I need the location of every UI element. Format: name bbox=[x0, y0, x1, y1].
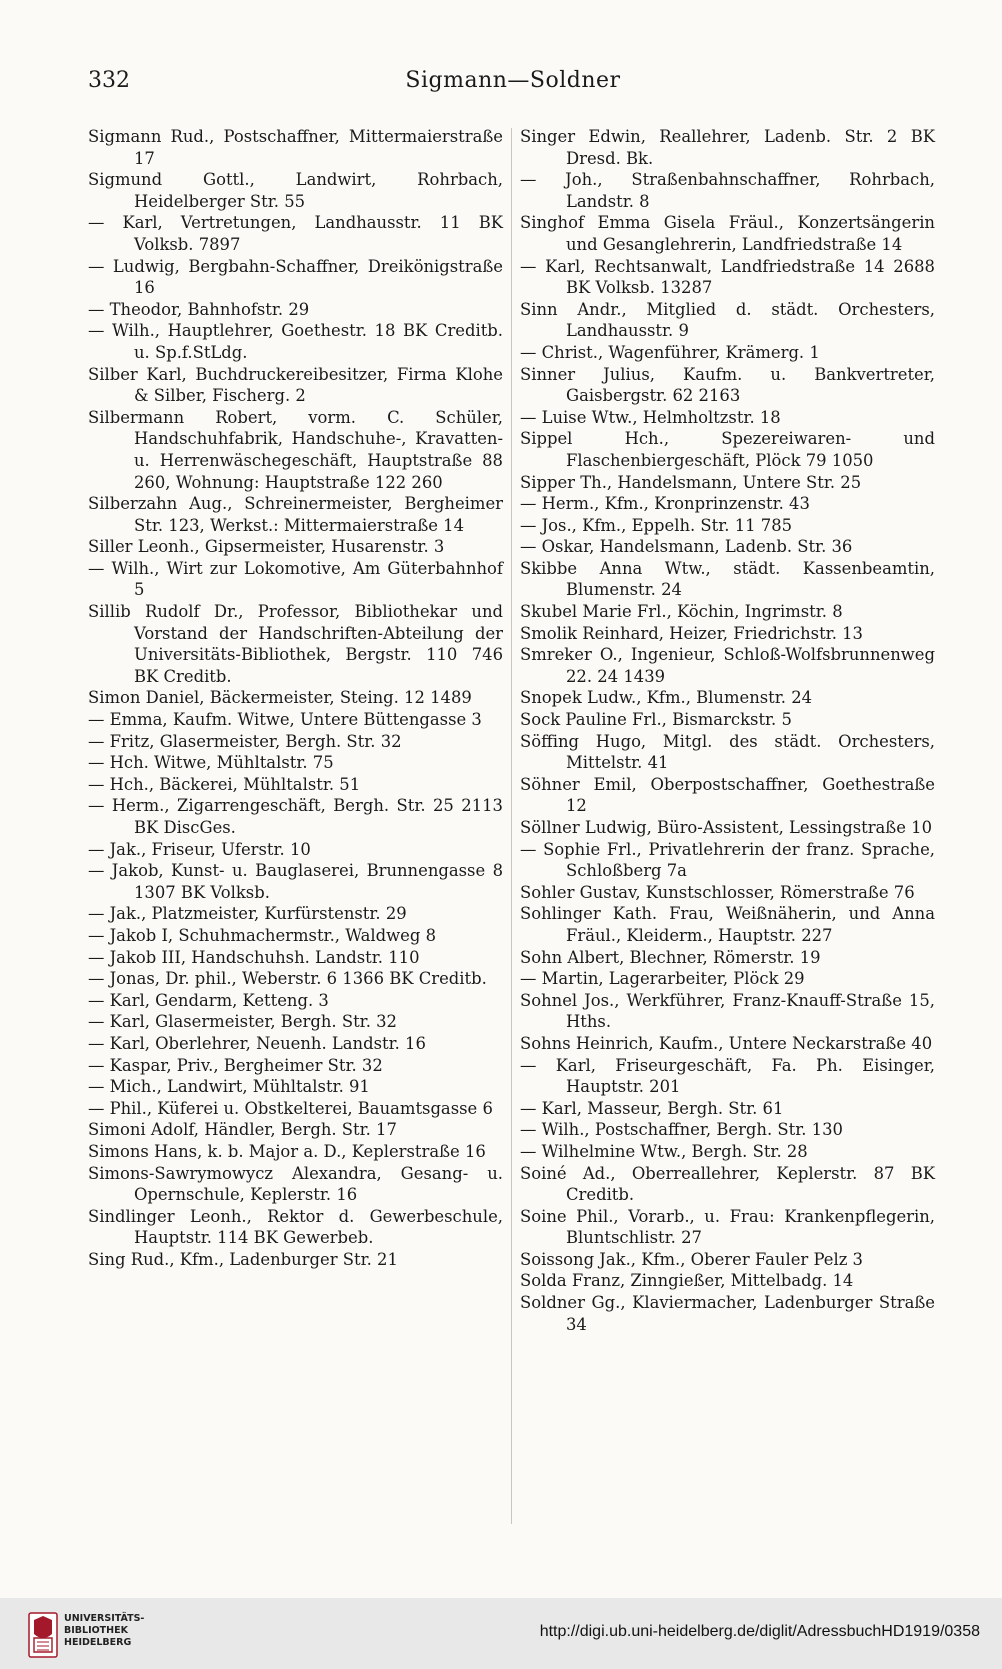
directory-entry: — Karl, Gendarm, Ketteng. 3 bbox=[88, 990, 329, 1010]
directory-entry: — Wilh., Postschaffner, Bergh. Str. 130 bbox=[520, 1120, 843, 1140]
directory-entry: Söllner Ludwig, Büro-Assistent, Lessingstraße 10 bbox=[520, 818, 933, 837]
directory-entry: Sohler Gustav, Kunstschlosser, Römerstraße 76 bbox=[520, 882, 915, 902]
directory-entry: Silber Karl, Buchdruckereibesitzer, Firma Klohe & Silber, Fischerg. 2 bbox=[88, 364, 503, 406]
directory-entry: Soldner Gg., Klaviermacher, Ladenburger Straße 34 bbox=[520, 1293, 935, 1334]
footer-bar bbox=[0, 1598, 1002, 1669]
directory-entry: — Karl, Masseur, Bergh. Str. 61 bbox=[520, 1098, 784, 1118]
directory-entry: Solda Franz, Zinngießer, Mittelbadg. 14 bbox=[520, 1271, 854, 1291]
directory-entry: Simon Daniel, Bäckermeister, Steing. 12 1489 bbox=[88, 688, 472, 708]
directory-entry: — Jak., Platzmeister, Kurfürstenstr. 29 bbox=[88, 904, 407, 924]
directory-entry: Sigmann Rud., Postschaffner, Mittermaierstraße 17 bbox=[88, 127, 503, 168]
directory-entry: — Mich., Landwirt, Mühltalstr. 91 bbox=[88, 1077, 370, 1097]
directory-entry: — Karl, Glasermeister, Bergh. Str. 32 bbox=[88, 1012, 397, 1032]
directory-entry: Simons Hans, k. b. Major a. D., Keplerstraße 16 bbox=[88, 1141, 486, 1161]
university-logo-icon bbox=[28, 1612, 58, 1658]
directory-entry: — Wilhelmine Wtw., Bergh. Str. 28 bbox=[520, 1141, 808, 1161]
directory-entry: Silberzahn Aug., Schreinermeister, Bergheimer Str. 123, Werkst.: Mittermaierstraße 14 bbox=[88, 494, 503, 535]
directory-entry: — Jakob I, Schuhmachermstr., Waldweg 8 bbox=[88, 925, 436, 945]
directory-entry: Sillib Rudolf Dr., Professor, Bibliothekar und Vorstand der Handschriften-Abteilung der Universitäts-Bibliothek, Bergstr. 110 746 BK Creditb. bbox=[88, 602, 503, 686]
directory-entry: — Hch., Bäckerei, Mühltalstr. 51 bbox=[88, 774, 361, 794]
directory-entry: — Karl, Friseurgeschäft, Fa. Ph. Eisinger, Hauptstr. 201 bbox=[520, 1055, 935, 1097]
directory-entry: — Jakob III, Handschuhsh. Landstr. 110 bbox=[88, 947, 420, 967]
directory-entry: — Ludwig, Bergbahn-Schaffner, Dreikönigstraße 16 bbox=[88, 256, 503, 298]
directory-entry: Sohns Heinrich, Kaufm., Untere Neckarstraße 40 bbox=[520, 1033, 933, 1053]
directory-entry: — Jakob, Kunst- u. Bauglaserei, Brunnengasse 8 1307 BK Volksb. bbox=[88, 861, 503, 902]
page-title: Sigmann—Soldner bbox=[405, 68, 621, 93]
directory-entry: Söffing Hugo, Mitgl. des städt. Orchesters, Mittelstr. 41 bbox=[520, 731, 935, 773]
directory-entry: — Hch. Witwe, Mühltalstr. 75 bbox=[88, 753, 334, 773]
left-column bbox=[88, 126, 503, 1270]
directory-entry: Söhner Emil, Oberpostschaffner, Goethestraße 12 bbox=[520, 774, 935, 816]
directory-entry: Silbermann Robert, vorm. C. Schüler, Handschuhfabrik, Handschuhe-, Kravatten- u. Herrenwäschegeschäft, Hauptstraße 88 260, Wohnung: Hauptstraße 122 260 bbox=[88, 407, 503, 492]
directory-entry: Smreker O., Ingenieur, Schloß-Wolfsbrunnenweg 22. 24 1439 bbox=[520, 645, 935, 686]
directory-entry: — Herm., Kfm., Kronprinzenstr. 43 bbox=[520, 494, 810, 514]
directory-entry: Sipper Th., Handelsmann, Untere Str. 25 bbox=[520, 472, 862, 492]
directory-entry: Sippel Hch., Spezereiwaren- und Flaschenbiergeschäft, Plöck 79 1050 bbox=[520, 429, 935, 470]
directory-entry: Snopek Ludw., Kfm., Blumenstr. 24 bbox=[520, 688, 813, 708]
permalink-url[interactable]: http://digi.ub.uni-heidelberg.de/diglit/AdressbuchHD1919/0358 bbox=[539, 1623, 980, 1640]
directory-entry: Smolik Reinhard, Heizer, Friedrichstr. 13 bbox=[520, 623, 863, 643]
institution-line: BIBLIOTHEK bbox=[64, 1625, 128, 1636]
directory-entry: Simoni Adolf, Händler, Bergh. Str. 17 bbox=[88, 1120, 397, 1140]
directory-entry: — Oskar, Handelsmann, Ladenb. Str. 36 bbox=[520, 537, 853, 557]
directory-entry: Sinner Julius, Kaufm. u. Bankvertreter, Gaisbergstr. 62 2163 bbox=[520, 364, 935, 406]
directory-entry: Skibbe Anna Wtw., städt. Kassenbeamtin, Blumenstr. 24 bbox=[520, 558, 935, 600]
directory-entry: — Jak., Friseur, Uferstr. 10 bbox=[88, 839, 311, 859]
directory-entry: Soiné Ad., Oberreallehrer, Keplerstr. 87 BK Creditb. bbox=[520, 1163, 935, 1205]
running-head bbox=[88, 68, 938, 98]
directory-entry: — Joh., Straßenbahnschaffner, Rohrbach, Landstr. 8 bbox=[520, 170, 935, 211]
directory-entry: Sohlinger Kath. Frau, Weißnäherin, und Anna Fräul., Kleiderm., Hauptstr. 227 bbox=[520, 904, 935, 945]
institution-line: HEIDELBERG bbox=[64, 1637, 132, 1648]
directory-entry: — Jonas, Dr. phil., Weberstr. 6 1366 BK Creditb. bbox=[88, 969, 487, 989]
institution-line: UNIVERSITÄTS- bbox=[64, 1613, 145, 1624]
directory-entry: Sinn Andr., Mitglied d. städt. Orchesters, Landhausstr. 9 bbox=[520, 299, 935, 341]
directory-entry: — Martin, Lagerarbeiter, Plöck 29 bbox=[520, 969, 805, 989]
directory-entry: Singer Edwin, Reallehrer, Ladenb. Str. 2 BK Dresd. Bk. bbox=[520, 127, 935, 168]
directory-entry: Sigmund Gottl., Landwirt, Rohrbach, Heidelberger Str. 55 bbox=[88, 170, 503, 211]
directory-entry: Soissong Jak., Kfm., Oberer Fauler Pelz 3 bbox=[520, 1249, 863, 1269]
directory-entry: — Fritz, Glasermeister, Bergh. Str. 32 bbox=[88, 731, 402, 751]
directory-entry: Sing Rud., Kfm., Ladenburger Str. 21 bbox=[88, 1249, 398, 1269]
directory-entry: Sohnel Jos., Werkführer, Franz-Knauff-Straße 15, Hths. bbox=[520, 990, 935, 1032]
directory-entry: — Wilh., Hauptlehrer, Goethestr. 18 BK Creditb. u. Sp.f.StLdg. bbox=[88, 321, 503, 362]
directory-entry: Sohn Albert, Blechner, Römerstr. 19 bbox=[520, 947, 821, 967]
directory-entry: — Phil., Küferei u. Obstkelterei, Bauamtsgasse 6 bbox=[88, 1098, 493, 1118]
directory-entry: Singhof Emma Gisela Fräul., Konzertsängerin und Gesanglehrerin, Landfriedstraße 14 bbox=[520, 213, 935, 254]
directory-entry: — Herm., Zigarrengeschäft, Bergh. Str. 25 2113 BK DiscGes. bbox=[88, 796, 503, 837]
institution-name bbox=[64, 1613, 144, 1649]
directory-entry: Sindlinger Leonh., Rektor d. Gewerbeschule, Hauptstr. 114 BK Gewerbeb. bbox=[88, 1206, 503, 1248]
directory-entry: Sock Pauline Frl., Bismarckstr. 5 bbox=[520, 710, 792, 730]
page-number: 332 bbox=[88, 68, 130, 93]
directory-entry: — Christ., Wagenführer, Krämerg. 1 bbox=[520, 342, 820, 362]
directory-entry: Siller Leonh., Gipsermeister, Husarenstr. 3 bbox=[88, 537, 445, 557]
directory-entry: — Luise Wtw., Helmholtzstr. 18 bbox=[520, 407, 781, 427]
directory-entry: — Karl, Rechtsanwalt, Landfriedstraße 14 2688 BK Volksb. 13287 bbox=[520, 256, 935, 298]
directory-entry: — Jos., Kfm., Eppelh. Str. 11 785 bbox=[520, 515, 793, 535]
directory-entry: Skubel Marie Frl., Köchin, Ingrimstr. 8 bbox=[520, 602, 843, 622]
directory-entry: Simons-Sawrymowycz Alexandra, Gesang- u. Opernschule, Keplerstr. 16 bbox=[88, 1163, 503, 1205]
directory-entry: — Kaspar, Priv., Bergheimer Str. 32 bbox=[88, 1055, 383, 1075]
directory-entry: — Wilh., Wirt zur Lokomotive, Am Güterbahnhof 5 bbox=[88, 558, 503, 600]
directory-entry: — Theodor, Bahnhofstr. 29 bbox=[88, 299, 310, 319]
directory-entry: — Emma, Kaufm. Witwe, Untere Büttengasse 3 bbox=[88, 710, 482, 730]
directory-entry: — Karl, Oberlehrer, Neuenh. Landstr. 16 bbox=[88, 1033, 426, 1053]
directory-entry: — Sophie Frl., Privatlehrerin der franz. Sprache, Schloßberg 7a bbox=[520, 839, 935, 881]
column-divider bbox=[511, 128, 512, 1524]
directory-entry: — Karl, Vertretungen, Landhausstr. 11 BK Volksb. 7897 bbox=[88, 213, 503, 254]
right-column bbox=[520, 126, 935, 1335]
directory-entry: Soine Phil., Vorarb., u. Frau: Krankenpflegerin, Bluntschlistr. 27 bbox=[520, 1206, 935, 1248]
